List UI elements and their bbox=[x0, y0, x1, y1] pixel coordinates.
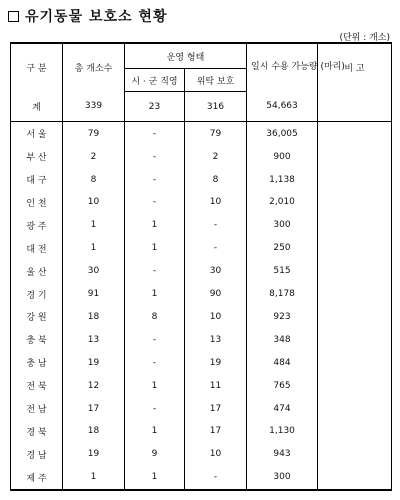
region-city-direct: 1 bbox=[125, 420, 185, 443]
region-capacity: 8,178 bbox=[247, 283, 318, 306]
region-consignment: 10 bbox=[185, 443, 247, 466]
total-consignment: 316 bbox=[185, 92, 247, 122]
region-note bbox=[318, 214, 392, 237]
table-row bbox=[11, 191, 392, 214]
region-name: 부 산 bbox=[11, 145, 63, 168]
title-text: 유기동물 보호소 현황 bbox=[25, 9, 168, 25]
region-name: 서 울 bbox=[11, 122, 63, 145]
region-total-count: 17 bbox=[63, 397, 125, 420]
region-note bbox=[318, 397, 392, 420]
region-capacity: 300 bbox=[247, 214, 318, 237]
region-consignment: 17 bbox=[185, 420, 247, 443]
region-total-count: 19 bbox=[63, 351, 125, 374]
header-city-direct: 시 · 군 직영 bbox=[125, 69, 185, 92]
table-row bbox=[11, 122, 392, 145]
checkbox-icon bbox=[8, 11, 19, 22]
table-row bbox=[11, 397, 392, 420]
region-note bbox=[318, 168, 392, 191]
region-note bbox=[318, 443, 392, 466]
region-capacity: 348 bbox=[247, 328, 318, 351]
header-total-count: 총 개소수 bbox=[63, 43, 125, 92]
header-capacity: 일시 수용 가능량 (마리) bbox=[247, 43, 318, 92]
table-row bbox=[11, 168, 392, 191]
total-row bbox=[11, 92, 392, 122]
table-row bbox=[11, 260, 392, 283]
region-city-direct: - bbox=[125, 260, 185, 283]
region-capacity: 484 bbox=[247, 351, 318, 374]
region-consignment: 11 bbox=[185, 374, 247, 397]
shelter-table bbox=[10, 42, 392, 491]
region-city-direct: - bbox=[125, 351, 185, 374]
region-capacity: 1,130 bbox=[247, 420, 318, 443]
region-note bbox=[318, 466, 392, 490]
region-name: 제 주 bbox=[11, 466, 63, 490]
region-total-count: 12 bbox=[63, 374, 125, 397]
region-consignment: 19 bbox=[185, 351, 247, 374]
region-total-count: 18 bbox=[63, 420, 125, 443]
region-note bbox=[318, 237, 392, 260]
region-consignment: - bbox=[185, 466, 247, 490]
region-total-count: 8 bbox=[63, 168, 125, 191]
table-row bbox=[11, 283, 392, 306]
region-consignment: 10 bbox=[185, 305, 247, 328]
region-capacity: 923 bbox=[247, 305, 318, 328]
region-capacity: 36,005 bbox=[247, 122, 318, 145]
total-capacity: 54,663 bbox=[247, 92, 318, 122]
region-total-count: 79 bbox=[63, 122, 125, 145]
region-city-direct: 1 bbox=[125, 237, 185, 260]
region-consignment: 8 bbox=[185, 168, 247, 191]
region-consignment: 30 bbox=[185, 260, 247, 283]
region-consignment: 90 bbox=[185, 283, 247, 306]
region-capacity: 300 bbox=[247, 466, 318, 490]
region-total-count: 30 bbox=[63, 260, 125, 283]
region-note bbox=[318, 420, 392, 443]
region-city-direct: - bbox=[125, 122, 185, 145]
region-capacity: 250 bbox=[247, 237, 318, 260]
table-row bbox=[11, 328, 392, 351]
region-name: 전 남 bbox=[11, 397, 63, 420]
region-note bbox=[318, 351, 392, 374]
region-consignment: - bbox=[185, 237, 247, 260]
region-city-direct: 1 bbox=[125, 283, 185, 306]
header-note: 비 고 bbox=[318, 43, 392, 92]
region-total-count: 13 bbox=[63, 328, 125, 351]
region-capacity: 943 bbox=[247, 443, 318, 466]
header-category: 구 분 bbox=[11, 43, 63, 92]
table-row bbox=[11, 214, 392, 237]
total-city-direct: 23 bbox=[125, 92, 185, 122]
total-note bbox=[318, 92, 392, 122]
region-name: 경 북 bbox=[11, 420, 63, 443]
header-operation-type: 운영 형태 bbox=[125, 43, 247, 69]
region-total-count: 19 bbox=[63, 443, 125, 466]
region-name: 광 주 bbox=[11, 214, 63, 237]
region-capacity: 2,010 bbox=[247, 191, 318, 214]
region-total-count: 1 bbox=[63, 466, 125, 490]
region-name: 대 구 bbox=[11, 168, 63, 191]
region-city-direct: 1 bbox=[125, 374, 185, 397]
region-name: 울 산 bbox=[11, 260, 63, 283]
region-note bbox=[318, 374, 392, 397]
region-name: 충 남 bbox=[11, 351, 63, 374]
region-capacity: 765 bbox=[247, 374, 318, 397]
region-capacity: 515 bbox=[247, 260, 318, 283]
region-total-count: 2 bbox=[63, 145, 125, 168]
region-name: 대 전 bbox=[11, 237, 63, 260]
region-consignment: 17 bbox=[185, 397, 247, 420]
region-capacity: 900 bbox=[247, 145, 318, 168]
region-city-direct: 9 bbox=[125, 443, 185, 466]
region-note bbox=[318, 305, 392, 328]
total-label: 계 bbox=[11, 92, 63, 122]
region-city-direct: - bbox=[125, 328, 185, 351]
region-name: 충 북 bbox=[11, 328, 63, 351]
region-city-direct: 1 bbox=[125, 466, 185, 490]
table-row bbox=[11, 466, 392, 490]
region-consignment: 10 bbox=[185, 191, 247, 214]
region-note bbox=[318, 191, 392, 214]
region-city-direct: - bbox=[125, 191, 185, 214]
document-title bbox=[8, 6, 167, 26]
region-name: 경 기 bbox=[11, 283, 63, 306]
region-capacity: 474 bbox=[247, 397, 318, 420]
region-city-direct: - bbox=[125, 168, 185, 191]
region-city-direct: - bbox=[125, 397, 185, 420]
region-total-count: 1 bbox=[63, 237, 125, 260]
region-name: 인 천 bbox=[11, 191, 63, 214]
region-note bbox=[318, 122, 392, 145]
table-row bbox=[11, 374, 392, 397]
table-row bbox=[11, 145, 392, 168]
region-note bbox=[318, 283, 392, 306]
header-consignment: 위탁 보호 bbox=[185, 69, 247, 92]
region-total-count: 18 bbox=[63, 305, 125, 328]
table-row bbox=[11, 351, 392, 374]
table-row bbox=[11, 420, 392, 443]
region-name: 전 북 bbox=[11, 374, 63, 397]
total-count: 339 bbox=[63, 92, 125, 122]
region-consignment: - bbox=[185, 214, 247, 237]
region-note bbox=[318, 260, 392, 283]
region-name: 경 남 bbox=[11, 443, 63, 466]
region-name: 강 원 bbox=[11, 305, 63, 328]
region-city-direct: 1 bbox=[125, 214, 185, 237]
region-consignment: 13 bbox=[185, 328, 247, 351]
region-total-count: 91 bbox=[63, 283, 125, 306]
region-note bbox=[318, 328, 392, 351]
region-note bbox=[318, 145, 392, 168]
table-row bbox=[11, 443, 392, 466]
table-row bbox=[11, 237, 392, 260]
region-city-direct: 8 bbox=[125, 305, 185, 328]
table-row bbox=[11, 305, 392, 328]
region-capacity: 1,138 bbox=[247, 168, 318, 191]
region-city-direct: - bbox=[125, 145, 185, 168]
region-total-count: 10 bbox=[63, 191, 125, 214]
region-total-count: 1 bbox=[63, 214, 125, 237]
unit-note: (단위 : 개소) bbox=[339, 33, 390, 43]
region-consignment: 2 bbox=[185, 145, 247, 168]
region-consignment: 79 bbox=[185, 122, 247, 145]
